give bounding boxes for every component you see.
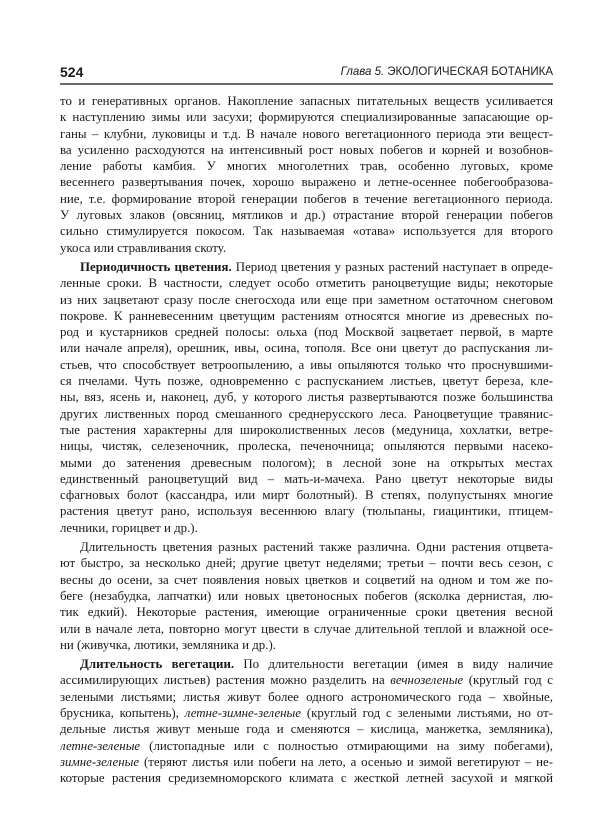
paragraph <box>60 93 553 256</box>
chapter-heading <box>341 66 553 78</box>
text-run: ассимилирующих листьев) растения можно разделить на <box>60 673 391 688</box>
text-line <box>60 520 553 536</box>
text-run: (листопадные или с полностью отмирающими на зиму побегами), <box>140 738 553 753</box>
text-run: весны до осени, за счет появления новых цветков и соцветий на одном и том же по- <box>60 572 553 587</box>
text-run: мыми до затенения древесным пологом); в лесной зоне на открытых местах <box>60 455 553 470</box>
text-run: (круглый год с <box>463 673 553 688</box>
text-run: (теряют листья или побеги на лето, а осенью и зимой вегетируют – не- <box>139 754 553 769</box>
page-number: 524 <box>60 64 84 80</box>
text-line <box>60 503 553 519</box>
text-line <box>60 672 553 688</box>
text-run: ление работы камбия. У многих многолетних трав, особенно луговых, кроме <box>60 159 553 174</box>
text-run: укоса или стравливания скоту. <box>60 240 227 255</box>
text-run: или начале апреля), орешник, ивы, осина, тополя. Все они цветут до распускания ли- <box>60 341 553 356</box>
text-run: сильно стимулируется покосом. Так называемая «отава» используется для второго <box>60 224 553 239</box>
text-run: ва усиленно расходуются на интенсивный рост новых побегов и корней и возобнов- <box>60 142 553 157</box>
text-run: По длительности вегетации (имея в виду наличие <box>243 657 553 672</box>
text-run: других лиственных пород смешанного среднерусского леса. Раноцветущие травянис- <box>60 406 553 421</box>
text-line <box>60 93 553 109</box>
text-line <box>60 158 553 174</box>
text-line <box>60 539 553 555</box>
italic-term: летне-зеленые <box>60 738 141 753</box>
text-line <box>60 308 553 324</box>
text-line <box>60 275 553 291</box>
text-run: Период цветения у разных растений наступает в опреде- <box>231 259 553 274</box>
text-line <box>60 240 553 256</box>
italic-term: летне-зимне-зеленые <box>184 705 302 720</box>
text-line <box>60 637 553 653</box>
text-run: ленные сроки. В частности, следует особо отметить раноцветущие виды; некоторые <box>60 276 553 291</box>
text-run: зелеными листьями; листья живут более одного астрономического года – хвойные, <box>60 689 553 704</box>
run-in-heading: Длительность вегетации. <box>80 657 235 672</box>
text-line <box>60 438 553 454</box>
text-run: ганы – клубни, луковицы и т.д. В начале нового вегетационного периода эти вещест- <box>60 126 553 141</box>
text-line <box>60 223 553 239</box>
text-run: ют быстро, за несколько дней; другие цветут неделями; третьи – почти весь сезон, с <box>60 556 553 571</box>
text-run: или в начале лета, повторно могут цвести в случае длительной теплой и влажной осе- <box>60 621 553 636</box>
header-rule <box>60 83 553 85</box>
text-line <box>60 705 553 721</box>
paragraph <box>60 259 553 536</box>
chapter-title: ЭКОЛОГИЧЕСКАЯ БОТАНИКА <box>387 66 553 78</box>
text-line <box>60 588 553 604</box>
text-line <box>60 770 553 786</box>
text-line <box>60 487 553 503</box>
text-line <box>60 292 553 308</box>
text-run: ницы, чистяк, селезеночник, пролеска, печеночница; опыляются первыми насеко- <box>60 439 553 454</box>
text-run: ны, вяз, ясень и, наконец, дуб, у которого листья развертываются позже большинства <box>60 390 553 405</box>
text-line <box>60 656 553 672</box>
text-line <box>60 604 553 620</box>
text-line <box>60 754 553 770</box>
text-line <box>60 259 553 275</box>
text-line <box>60 109 553 125</box>
text-run: из них зацветают сразу после снегосхода или еще при заметном остаточном снеговом <box>60 292 553 307</box>
text-line <box>60 471 553 487</box>
text-run: тые растения характерны для широколиственных лесов (медуница, хохлатки, ветре- <box>60 422 553 437</box>
text-run: то и генеративных органов. Накопление запасных питательных веществ усиливается <box>60 94 553 108</box>
text-line <box>60 721 553 737</box>
chapter-label: Глава 5. <box>340 66 385 78</box>
text-line <box>60 324 553 340</box>
text-line <box>60 373 553 389</box>
text-run: беге (незабудка, лапчатки) или новых цветоносных побегов (ясколка дернистая, лю- <box>60 588 553 603</box>
italic-term: вечнозеленые <box>390 673 464 688</box>
paragraph <box>60 539 553 653</box>
text-line <box>60 191 553 207</box>
text-run: брусника, копытень), <box>60 705 185 720</box>
text-run: стьев, что способствует ветроопылению, а ивы опыляются только что проснувшими- <box>60 357 553 372</box>
text-run: к наступлению зимы или засухи; формируются специализированные запасающие ор- <box>60 110 553 125</box>
text-run: род и кустарников средней полосы: ольха (под Москвой зацветает первой, в марте <box>60 325 553 340</box>
text-line <box>60 555 553 571</box>
text-line <box>60 621 553 637</box>
text-run: ние, т.е. формирование второй генерации побегов в течение вегетационного периода. <box>60 191 553 206</box>
text-run: весеннего развертывания почек, хорошо выражено и летне-осеннее побегообразова- <box>60 175 553 190</box>
text-line <box>60 142 553 158</box>
text-run: лечники, горицвет и др.). <box>60 520 198 535</box>
italic-term: зимне-зеленые <box>60 754 140 769</box>
text-line <box>60 422 553 438</box>
text-line <box>60 126 553 142</box>
text-line <box>60 389 553 405</box>
page-body <box>60 93 553 789</box>
text-line <box>60 357 553 373</box>
text-run: которые растения средиземноморского климата с жесткой летней засухой и мягкой <box>60 771 553 786</box>
text-line <box>60 207 553 223</box>
text-run: сфагновых болот (кассандра, или мирт болотный). В степях, полупустынях многие <box>60 488 553 503</box>
text-line <box>60 572 553 588</box>
running-header <box>60 64 553 82</box>
text-run: дельные листья живут меньше года и сменяются – кислица, манжетка, земляника), <box>60 722 553 737</box>
text-run: ся пчелами. Чуть позже, одновременно с распусканием листьев, цветут береза, кле- <box>60 374 553 389</box>
paragraph <box>60 656 553 786</box>
text-line <box>60 406 553 422</box>
text-line <box>60 738 553 754</box>
text-run: (круглый год с зелеными листьями, но от- <box>301 705 553 720</box>
text-line <box>60 174 553 190</box>
text-line <box>60 689 553 705</box>
text-line <box>60 340 553 356</box>
text-run: растения цветут рано, используя весеннюю влагу (тюльпаны, гиацинтики, птицем- <box>60 504 553 519</box>
text-run: У луговых злаков (овсяниц, мятликов и др.) отрастание второй генерации побегов <box>60 208 553 223</box>
text-line <box>60 455 553 471</box>
text-run: единственный раноцветущий вид – мать-и-мачеха. Рано цветут некоторые виды <box>60 471 553 486</box>
text-run: ни (живучка, лютики, земляника и др.). <box>60 637 276 652</box>
text-run: тик едкий). Некоторые растения, имеющие ограниченные сроки цветения весной <box>60 605 553 620</box>
run-in-heading: Периодичность цветения. <box>80 259 232 274</box>
text-run: покрове. К ранневесенним цветущим растениям относятся многие из древесных по- <box>60 308 553 323</box>
text-run: Длительность цветения разных растений также различна. Одни растения отцвета- <box>80 540 553 555</box>
